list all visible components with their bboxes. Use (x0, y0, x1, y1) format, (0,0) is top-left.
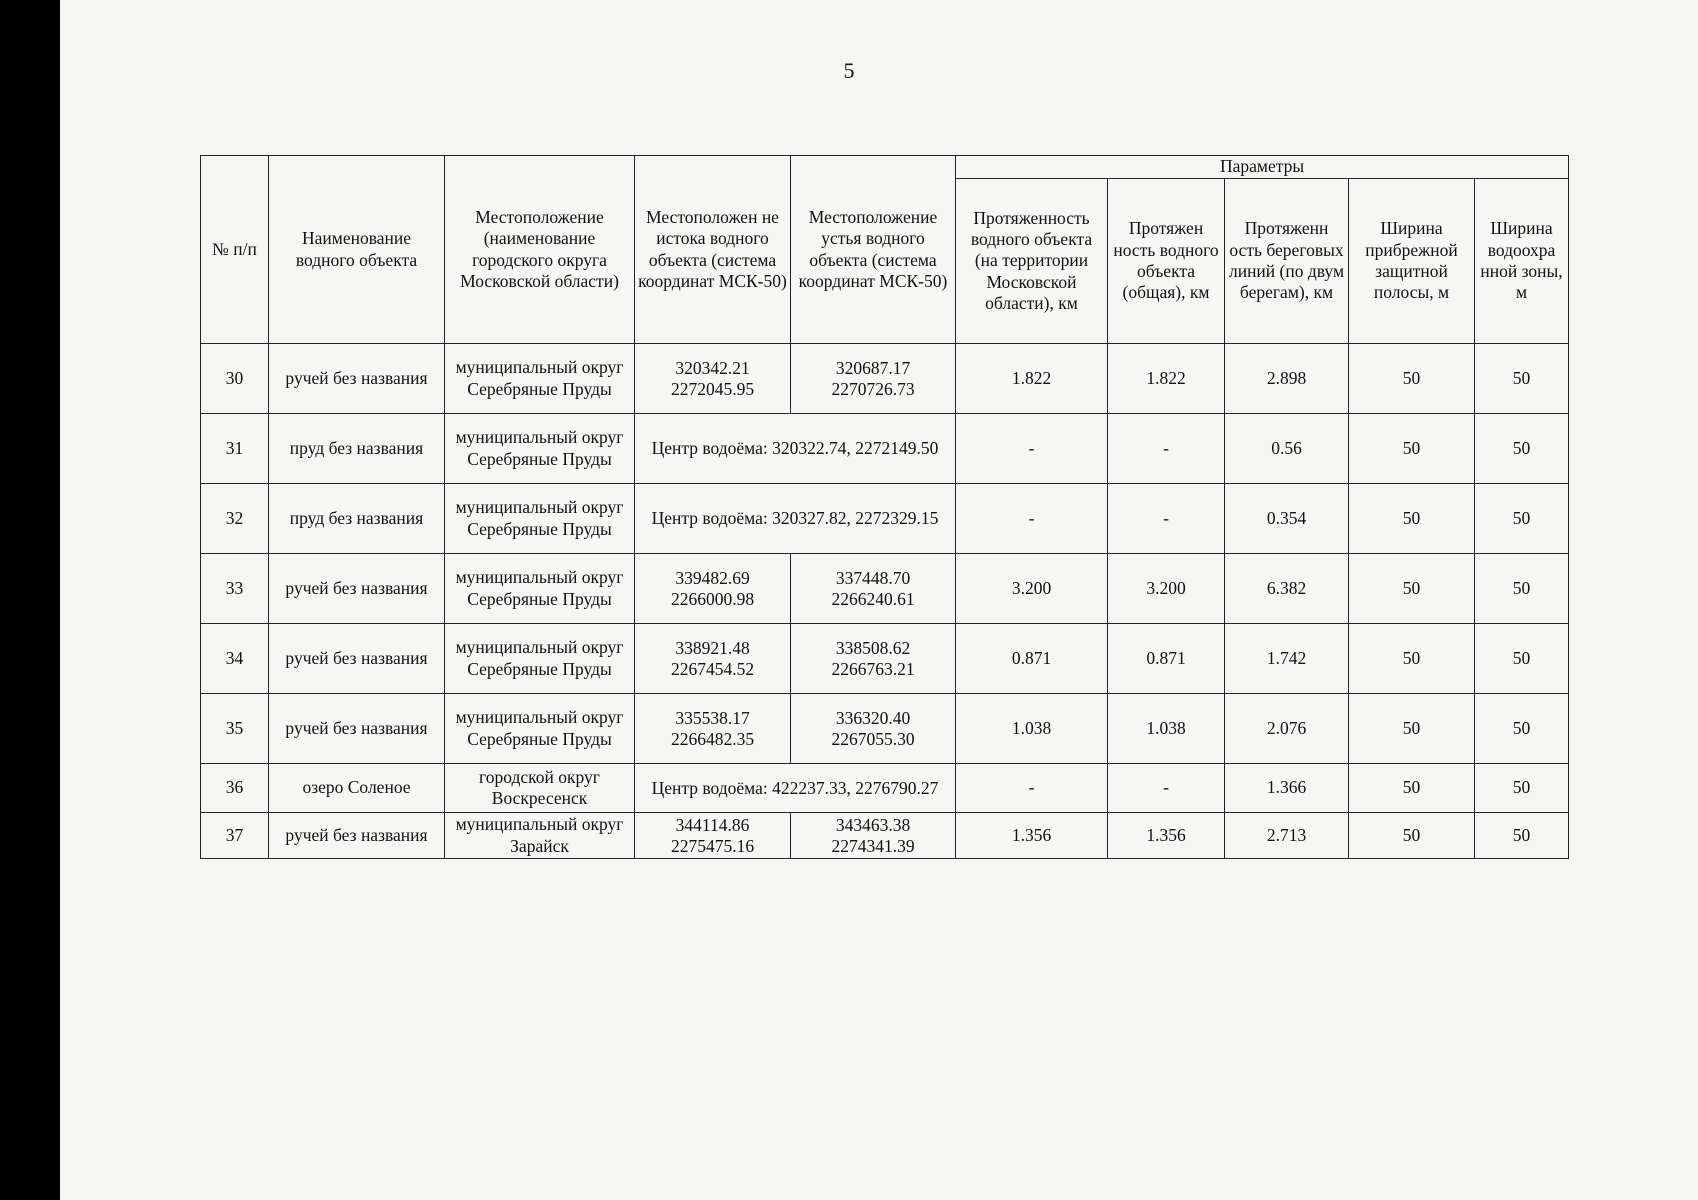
cell-location: муниципальный округ Серебряные Пруды (445, 624, 635, 694)
table-row (201, 813, 1569, 859)
cell-source: 335538.17 2266482.35 (635, 694, 791, 764)
table-row (201, 484, 1569, 554)
cell-len-region: - (956, 414, 1108, 484)
header-name: Наименование водного объекта (269, 156, 445, 344)
cell-zone: 50 (1475, 813, 1569, 859)
cell-center: Центр водоёма: 320322.74, 2272149.50 (635, 414, 956, 484)
cell-name: пруд без названия (269, 414, 445, 484)
cell-location: муниципальный округ Серебряные Пруды (445, 344, 635, 414)
cell-mouth: 343463.38 2274341.39 (791, 813, 956, 859)
cell-location: муниципальный округ Серебряные Пруды (445, 484, 635, 554)
cell-len-shore: 1.742 (1225, 624, 1349, 694)
cell-len-total: - (1108, 484, 1225, 554)
cell-num: 33 (201, 554, 269, 624)
cell-zone: 50 (1475, 414, 1569, 484)
cell-num: 35 (201, 694, 269, 764)
cell-source: 338921.48 2267454.52 (635, 624, 791, 694)
cell-len-region: - (956, 764, 1108, 813)
cell-buffer: 50 (1349, 764, 1475, 813)
cell-num: 32 (201, 484, 269, 554)
cell-buffer: 50 (1349, 344, 1475, 414)
cell-name: ручей без названия (269, 554, 445, 624)
cell-num: 37 (201, 813, 269, 859)
cell-num: 31 (201, 414, 269, 484)
cell-len-shore: 1.366 (1225, 764, 1349, 813)
scan-edge-bar (0, 0, 60, 1200)
cell-location: муниципальный округ Серебряные Пруды (445, 554, 635, 624)
cell-source: 344114.86 2275475.16 (635, 813, 791, 859)
cell-len-total: - (1108, 414, 1225, 484)
table-row (201, 694, 1569, 764)
cell-zone: 50 (1475, 624, 1569, 694)
table-row (201, 554, 1569, 624)
cell-buffer: 50 (1349, 694, 1475, 764)
cell-name: ручей без названия (269, 344, 445, 414)
cell-len-total: 3.200 (1108, 554, 1225, 624)
cell-len-shore: 0.354 (1225, 484, 1349, 554)
cell-len-total: 1.356 (1108, 813, 1225, 859)
table-row (201, 344, 1569, 414)
cell-center: Центр водоёма: 320327.82, 2272329.15 (635, 484, 956, 554)
header-zone: Ширина водоохра нной зоны, м (1475, 179, 1569, 344)
cell-buffer: 50 (1349, 554, 1475, 624)
cell-location: муниципальный округ Зарайск (445, 813, 635, 859)
water-bodies-table (200, 155, 1569, 859)
cell-len-total: 1.038 (1108, 694, 1225, 764)
cell-len-region: - (956, 484, 1108, 554)
table-row (201, 624, 1569, 694)
cell-zone: 50 (1475, 554, 1569, 624)
cell-name: ручей без названия (269, 813, 445, 859)
cell-num: 34 (201, 624, 269, 694)
cell-len-total: - (1108, 764, 1225, 813)
cell-name: озеро Соленое (269, 764, 445, 813)
cell-zone: 50 (1475, 344, 1569, 414)
cell-len-shore: 2.713 (1225, 813, 1349, 859)
cell-mouth: 336320.40 2267055.30 (791, 694, 956, 764)
cell-location: муниципальный округ Серебряные Пруды (445, 694, 635, 764)
table-row (201, 764, 1569, 813)
cell-mouth: 338508.62 2266763.21 (791, 624, 956, 694)
cell-num: 30 (201, 344, 269, 414)
cell-len-region: 0.871 (956, 624, 1108, 694)
cell-len-region: 1.356 (956, 813, 1108, 859)
cell-location: муниципальный округ Серебряные Пруды (445, 414, 635, 484)
cell-center: Центр водоёма: 422237.33, 2276790.27 (635, 764, 956, 813)
cell-name: ручей без названия (269, 624, 445, 694)
header-params: Параметры (956, 156, 1569, 179)
header-source: Местоположен не истока водного объекта (система координат МСК-50) (635, 156, 791, 344)
header-len-total: Протяжен ность водного объекта (общая), км (1108, 179, 1225, 344)
cell-mouth: 337448.70 2266240.61 (791, 554, 956, 624)
cell-len-shore: 0.56 (1225, 414, 1349, 484)
cell-len-region: 1.822 (956, 344, 1108, 414)
page-number: 5 (843, 58, 855, 83)
cell-buffer: 50 (1349, 624, 1475, 694)
cell-location: городской округ Воскресенск (445, 764, 635, 813)
cell-len-shore: 2.898 (1225, 344, 1349, 414)
cell-zone: 50 (1475, 484, 1569, 554)
cell-len-shore: 6.382 (1225, 554, 1349, 624)
header-num: № п/п (201, 156, 269, 344)
cell-mouth: 320687.17 2270726.73 (791, 344, 956, 414)
header-mouth: Местоположение устья водного объекта (система координат МСК-50) (791, 156, 956, 344)
header-location: Местоположение (наименование городского округа Московской области) (445, 156, 635, 344)
cell-len-region: 1.038 (956, 694, 1108, 764)
header-len-shore: Протяженн ость береговых линий (по двум берегам), км (1225, 179, 1349, 344)
cell-name: пруд без названия (269, 484, 445, 554)
cell-num: 36 (201, 764, 269, 813)
header-len-region: Протяженность водного объекта (на территории Московской области), км (956, 179, 1108, 344)
cell-zone: 50 (1475, 694, 1569, 764)
header-buffer: Ширина прибрежной защитной полосы, м (1349, 179, 1475, 344)
cell-len-region: 3.200 (956, 554, 1108, 624)
cell-buffer: 50 (1349, 484, 1475, 554)
cell-name: ручей без названия (269, 694, 445, 764)
cell-buffer: 50 (1349, 813, 1475, 859)
cell-len-total: 0.871 (1108, 624, 1225, 694)
cell-buffer: 50 (1349, 414, 1475, 484)
cell-zone: 50 (1475, 764, 1569, 813)
cell-len-total: 1.822 (1108, 344, 1225, 414)
cell-source: 339482.69 2266000.98 (635, 554, 791, 624)
table-row (201, 414, 1569, 484)
cell-len-shore: 2.076 (1225, 694, 1349, 764)
cell-source: 320342.21 2272045.95 (635, 344, 791, 414)
